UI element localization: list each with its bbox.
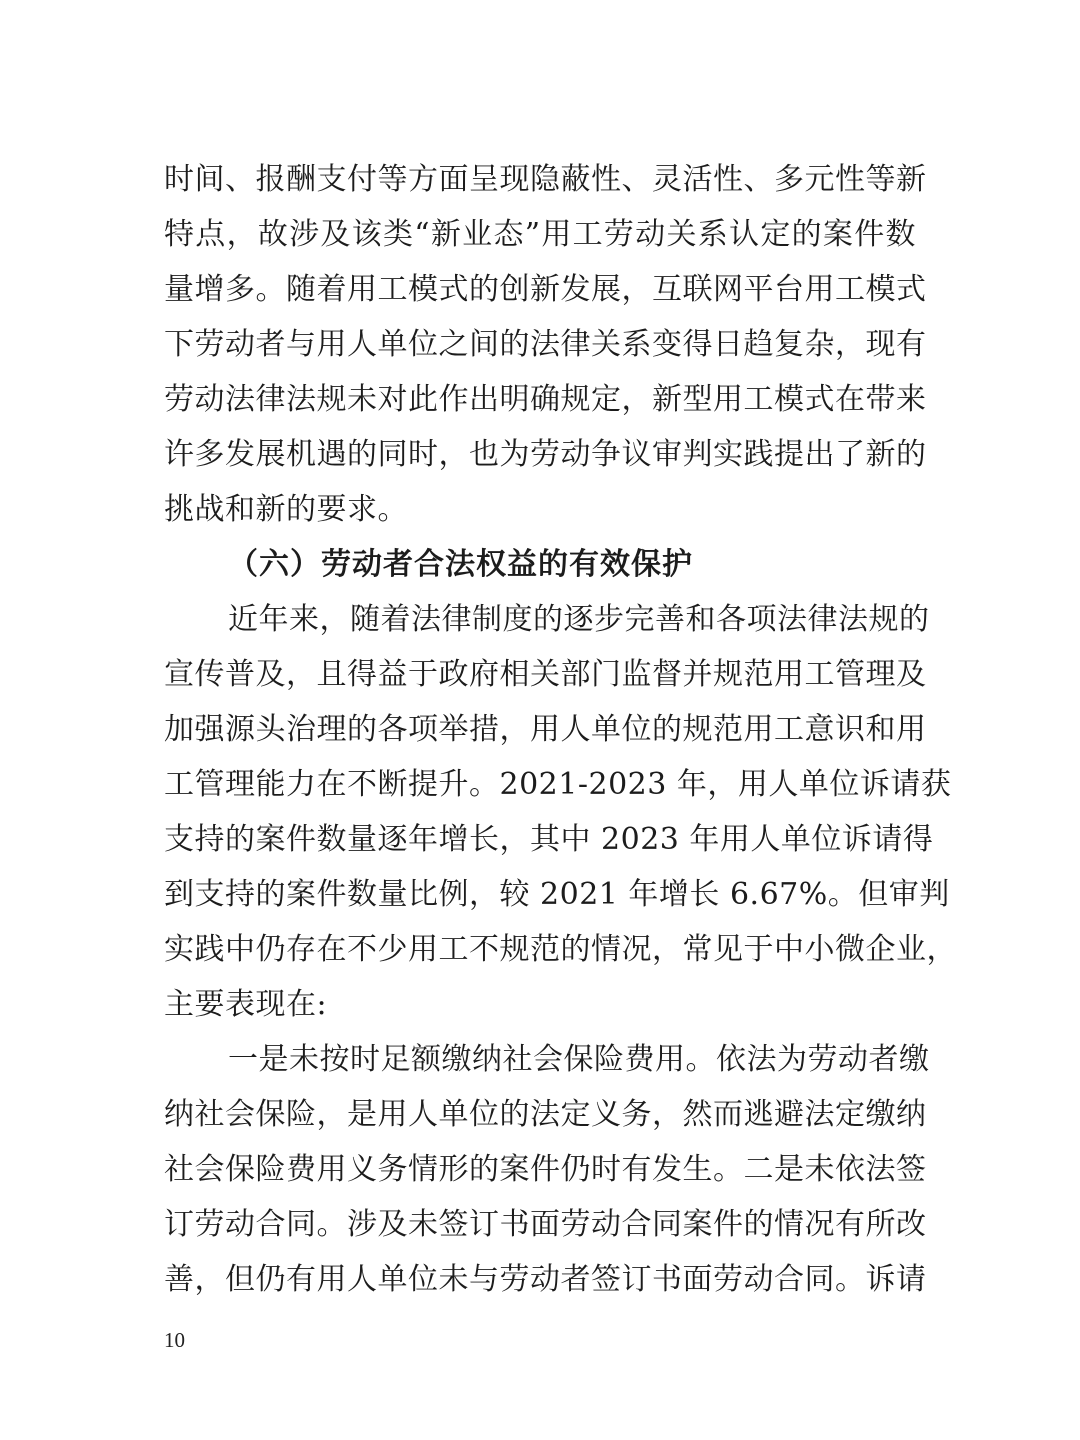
paragraph-line: 近年来，随着法律制度的逐步完善和各项法律法规的 — [228, 602, 930, 637]
paragraph-line: 主要表现在: — [164, 987, 328, 1022]
paragraph-line: 实践中仍存在不少用工不规范的情况，常见于中小微企业， — [164, 932, 957, 967]
paragraph-line: 宣传普及，且得益于政府相关部门监督并规范用工管理及 — [164, 657, 927, 692]
paragraph-line: 下劳动者与用人单位之间的法律关系变得日趋复杂，现有 — [164, 327, 927, 362]
paragraph-line: 到支持的案件数量比例，较 2021 年增长 6.67%。但审判 — [164, 877, 950, 912]
paragraph-line: 挑战和新的要求。 — [164, 492, 408, 527]
paragraph-line: 量增多。随着用工模式的创新发展，互联网平台用工模式 — [164, 272, 927, 307]
paragraph-line: 一是未按时足额缴纳社会保险费用。依法为劳动者缴 — [228, 1042, 930, 1077]
paragraph-line: 时间、报酬支付等方面呈现隐蔽性、灵活性、多元性等新 — [164, 162, 927, 197]
paragraph-line: 特点，故涉及该类“新业态”用工劳动关系认定的案件数 — [164, 217, 916, 252]
paragraph-line: 善，但仍有用人单位未与劳动者签订书面劳动合同。诉请 — [164, 1262, 927, 1297]
paragraph-line: 社会保险费用义务情形的案件仍时有发生。二是未依法签 — [164, 1152, 927, 1187]
paragraph-line: 许多发展机遇的同时，也为劳动争议审判实践提出了新的 — [164, 437, 927, 472]
page-number: 10 — [164, 1328, 185, 1352]
section-heading: （六）劳动者合法权益的有效保护 — [228, 547, 693, 582]
body-text — [164, 152, 957, 1307]
paragraph-line: 劳动法律法规未对此作出明确规定，新型用工模式在带来 — [164, 382, 927, 417]
paragraph-line: 工管理能力在不断提升。2021-2023 年，用人单位诉请获 — [164, 767, 952, 802]
paragraph-line: 订劳动合同。涉及未签订书面劳动合同案件的情况有所改 — [164, 1207, 927, 1242]
paragraph-line: 加强源头治理的各项举措，用人单位的规范用工意识和用 — [164, 712, 927, 747]
paragraph-line: 支持的案件数量逐年增长，其中 2023 年用人单位诉请得 — [164, 822, 934, 857]
paragraph-line: 纳社会保险，是用人单位的法定义务，然而逃避法定缴纳 — [164, 1097, 927, 1132]
